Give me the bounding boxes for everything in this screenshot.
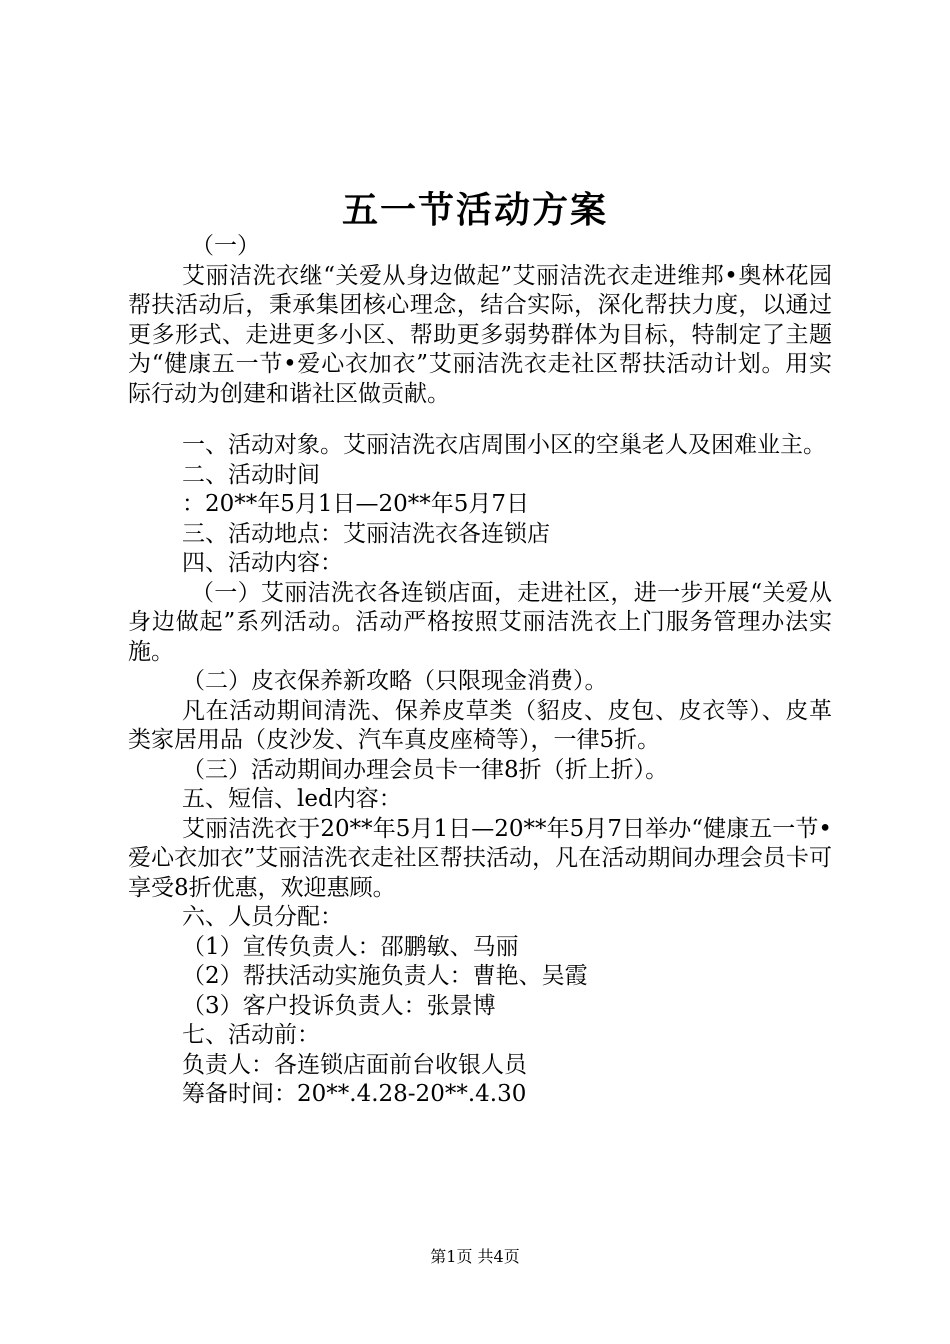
activity-target: 一、活动对象。艾丽洁洗衣店周围小区的空巢老人及困难业主。 — [182, 432, 826, 458]
section-mark: （一） — [191, 233, 260, 259]
document-body — [128, 232, 832, 1110]
activity-time-value: ：20**年5月1日—20**年5月7日 — [182, 491, 530, 517]
staff-item-1: （1）宣传负责人：邵鹏敏、马丽 — [182, 933, 519, 960]
content-item-2-detail: 凡在活动期间清洗、保养皮草类（貂皮、皮包、皮衣等）、皮革类家居用品（皮沙发、汽车真皮座椅等），一律5折。 — [128, 697, 832, 753]
sms-led-content: 艾丽洁洗衣于20**年5月1日—20**年5月7日举办“健康五一节•爱心衣加衣”艾丽洁洗衣走社区帮扶活动，凡在活动期间办理会员卡可享受8折优惠，欢迎惠顾。 — [128, 815, 832, 901]
activity-time-heading: 二、活动时间 — [182, 461, 320, 488]
staff-heading: 六、人员分配： — [182, 904, 343, 930]
content-item-1: （一）艾丽洁洗衣各连锁店面，走进社区，进一步开展“关爱从身边做起”系列活动。活动严格按照艾丽洁洗衣上门服务管理办法实施。 — [128, 579, 832, 665]
activity-content-heading: 四、活动内容： — [182, 550, 343, 576]
pre-activity-time: 筹备时间：20**.4.28-20**.4.30 — [182, 1081, 527, 1107]
activity-location: 三、活动地点：艾丽洁洗衣各连锁店 — [182, 520, 550, 547]
content-item-2: （二）皮衣保养新攻略（只限现金消费）。 — [182, 668, 608, 694]
paragraph-gap — [128, 409, 832, 431]
pre-activity-heading: 七、活动前： — [182, 1022, 320, 1048]
intro-paragraph: 艾丽洁洗衣继“关爱从身边做起”艾丽洁洗衣走进维邦•奥林花园帮扶活动后，秉承集团核心理念，结合实际，深化帮扶力度，以通过更多形式、走进更多小区、帮助更多弱势群体为目标，特制定了主题为“健康五一节•爱心衣加衣”艾丽洁洗衣走社区帮扶活动计划。用实际行动为创建和谐社区做贡献。 — [128, 262, 832, 407]
pre-activity-owner: 负责人：各连锁店面前台收银人员 — [182, 1051, 527, 1078]
content-item-3: （三）活动期间办理会员卡一律8折（折上折）。 — [182, 756, 669, 783]
staff-item-2: （2）帮扶活动实施负责人：曹艳、吴霞 — [182, 963, 588, 989]
document-title: 五一节活动方案 — [341, 189, 608, 231]
sms-led-heading: 五、短信、led内容： — [182, 786, 402, 812]
staff-item-3: （3）客户投诉负责人：张景博 — [182, 992, 496, 1019]
page-footer: 第1页 共4页 — [430, 1247, 520, 1266]
